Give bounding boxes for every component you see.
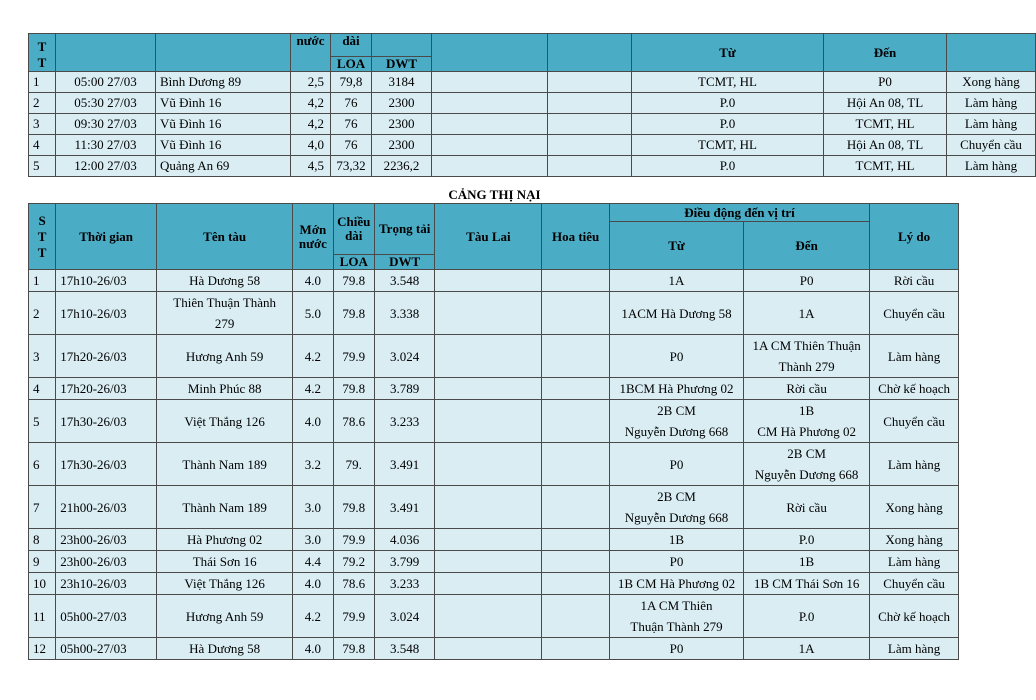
row-ship-name: Vũ Đình 16 xyxy=(156,135,291,156)
row-from: 1A xyxy=(609,270,743,292)
row-loa: 76 xyxy=(331,114,372,135)
table-row xyxy=(29,114,1036,135)
row-stt: 11 xyxy=(29,595,56,638)
header-from: Từ xyxy=(632,34,824,72)
row-stt: 3 xyxy=(29,335,56,378)
header-loa: LOA xyxy=(333,255,374,270)
header-to: Đến xyxy=(824,34,947,72)
row-tug xyxy=(432,156,548,177)
header-length: dài xyxy=(331,34,372,57)
row-dwt: 3.548 xyxy=(374,638,435,660)
row-reason: Chuyển cầu xyxy=(870,292,959,335)
row-tug xyxy=(432,135,548,156)
row-ship-name: Quảng An 69 xyxy=(156,156,291,177)
header-draft: nước xyxy=(291,34,331,72)
row-time: 23h00-26/03 xyxy=(56,551,157,573)
table-row xyxy=(29,156,1036,177)
row-to: Rời cầu xyxy=(744,378,870,400)
row-time: 05h00-27/03 xyxy=(56,595,157,638)
row-reason: Xong hàng xyxy=(870,486,959,529)
row-time: 21h00-26/03 xyxy=(56,486,157,529)
header-pilot xyxy=(548,34,632,72)
row-stt: 9 xyxy=(29,551,56,573)
row-to: P.0 xyxy=(744,595,870,638)
row-pilot xyxy=(542,270,610,292)
row-from: P0 xyxy=(609,551,743,573)
header-time xyxy=(56,34,156,72)
row-from: 1B xyxy=(609,529,743,551)
row-to: P.0 xyxy=(744,529,870,551)
row-dwt: 3.024 xyxy=(374,335,435,378)
row-ship-name: Thành Nam 189 xyxy=(157,486,293,529)
row-time: 05h00-27/03 xyxy=(56,638,157,660)
row-dwt: 2236,2 xyxy=(372,156,432,177)
row-ship-name: Việt Thắng 126 xyxy=(157,573,293,595)
row-draft: 4,2 xyxy=(291,93,331,114)
row-pilot xyxy=(542,292,610,335)
row-stt: 4 xyxy=(29,135,56,156)
row-tug xyxy=(435,270,542,292)
row-time: 17h30-26/03 xyxy=(56,400,157,443)
table-row xyxy=(29,72,1036,93)
row-time: 17h20-26/03 xyxy=(56,335,157,378)
row-tug xyxy=(435,443,542,486)
row-loa: 76 xyxy=(331,135,372,156)
table-row xyxy=(29,551,959,573)
row-loa: 78.6 xyxy=(333,573,374,595)
row-ship-name: Thành Nam 189 xyxy=(157,443,293,486)
row-loa: 79.9 xyxy=(333,595,374,638)
table-row xyxy=(29,400,959,443)
row-pilot xyxy=(542,638,610,660)
row-ship-name: Hà Dương 58 xyxy=(157,638,293,660)
row-loa: 79.9 xyxy=(333,529,374,551)
row-stt: 5 xyxy=(29,156,56,177)
row-to: Rời cầu xyxy=(744,486,870,529)
table-row xyxy=(29,335,959,378)
row-from: 1A CM Thiên Thuận Thành 279 xyxy=(609,595,743,638)
row-stt: 3 xyxy=(29,114,56,135)
table-row xyxy=(29,270,959,292)
row-pilot xyxy=(548,72,632,93)
row-pilot xyxy=(542,378,610,400)
row-reason: Chuyển cầu xyxy=(870,573,959,595)
row-time: 17h10-26/03 xyxy=(56,270,157,292)
row-time: 17h10-26/03 xyxy=(56,292,157,335)
table-row xyxy=(29,443,959,486)
row-draft: 4.2 xyxy=(293,335,333,378)
table-row xyxy=(29,529,959,551)
row-stt: 2 xyxy=(29,93,56,114)
row-loa: 79.2 xyxy=(333,551,374,573)
row-tug xyxy=(432,72,548,93)
row-loa: 79.9 xyxy=(333,335,374,378)
row-dwt: 3.491 xyxy=(374,486,435,529)
row-pilot xyxy=(542,335,610,378)
header-dwt-top xyxy=(372,34,432,57)
row-stt: 4 xyxy=(29,378,56,400)
row-draft: 4.4 xyxy=(293,551,333,573)
header-time: Thời gian xyxy=(56,204,157,270)
table-row xyxy=(29,378,959,400)
row-dwt: 2300 xyxy=(372,135,432,156)
row-ship-name: Vũ Đình 16 xyxy=(156,93,291,114)
row-dwt: 2300 xyxy=(372,93,432,114)
row-to: Hội An 08, TL xyxy=(824,93,947,114)
row-draft: 2,5 xyxy=(291,72,331,93)
row-from: 2B CM Nguyễn Dương 668 xyxy=(609,486,743,529)
row-draft: 5.0 xyxy=(293,292,333,335)
row-reason: Chuyển cầu xyxy=(947,135,1036,156)
row-dwt: 3.233 xyxy=(374,573,435,595)
row-pilot xyxy=(542,595,610,638)
row-dwt: 3184 xyxy=(372,72,432,93)
row-ship-name: Việt Thắng 126 xyxy=(157,400,293,443)
row-tug xyxy=(435,292,542,335)
row-stt: 8 xyxy=(29,529,56,551)
row-draft: 4.2 xyxy=(293,378,333,400)
row-reason: Làm hàng xyxy=(870,638,959,660)
row-stt: 10 xyxy=(29,573,56,595)
row-time: 12:00 27/03 xyxy=(56,156,156,177)
row-stt: 7 xyxy=(29,486,56,529)
header-ship: Tên tàu xyxy=(157,204,293,270)
row-tug xyxy=(435,638,542,660)
header-dwt: DWT xyxy=(372,57,432,72)
row-loa: 79,8 xyxy=(331,72,372,93)
header-reason xyxy=(947,34,1036,72)
row-pilot xyxy=(542,529,610,551)
row-tug xyxy=(435,378,542,400)
header-dwt: DWT xyxy=(374,255,435,270)
row-draft: 4,2 xyxy=(291,114,331,135)
row-ship-name: Bình Dương 89 xyxy=(156,72,291,93)
row-tug xyxy=(435,551,542,573)
row-draft: 3.2 xyxy=(293,443,333,486)
row-to: 2B CM Nguyễn Dương 668 xyxy=(744,443,870,486)
row-reason: Làm hàng xyxy=(947,114,1036,135)
table-row xyxy=(29,135,1036,156)
row-pilot xyxy=(542,551,610,573)
row-to: Hội An 08, TL xyxy=(824,135,947,156)
header-stt: T T xyxy=(29,34,56,72)
thi-nai-port-table xyxy=(28,203,959,660)
row-tug xyxy=(432,114,548,135)
row-to: 1B xyxy=(744,551,870,573)
row-draft: 3.0 xyxy=(293,486,333,529)
table-row xyxy=(29,486,959,529)
row-reason: Làm hàng xyxy=(947,156,1036,177)
header-length: Chiều dài xyxy=(333,204,374,255)
row-dwt: 3.233 xyxy=(374,400,435,443)
table-row xyxy=(29,595,959,638)
row-tug xyxy=(435,486,542,529)
row-to: 1A CM Thiên Thuận Thành 279 xyxy=(744,335,870,378)
row-tug xyxy=(435,595,542,638)
row-time: 17h30-26/03 xyxy=(56,443,157,486)
row-ship-name: Vũ Đình 16 xyxy=(156,114,291,135)
row-loa: 73,32 xyxy=(331,156,372,177)
row-time: 23h10-26/03 xyxy=(56,573,157,595)
row-pilot xyxy=(542,400,610,443)
row-stt: 6 xyxy=(29,443,56,486)
table-row xyxy=(29,93,1036,114)
row-ship-name: Hà Dương 58 xyxy=(157,270,293,292)
row-tug xyxy=(435,529,542,551)
row-draft: 4.0 xyxy=(293,400,333,443)
row-from: 1BCM Hà Phương 02 xyxy=(609,378,743,400)
row-loa: 79. xyxy=(333,443,374,486)
row-time: 23h00-26/03 xyxy=(56,529,157,551)
row-dwt: 3.024 xyxy=(374,595,435,638)
row-to: 1B CM Thái Sơn 16 xyxy=(744,573,870,595)
row-pilot xyxy=(548,135,632,156)
row-loa: 76 xyxy=(331,93,372,114)
header-draft: Mớn nước xyxy=(293,204,333,270)
row-ship-name: Thái Sơn 16 xyxy=(157,551,293,573)
row-reason: Làm hàng xyxy=(870,551,959,573)
row-from: P.0 xyxy=(632,114,824,135)
row-to: P0 xyxy=(744,270,870,292)
row-draft: 4.0 xyxy=(293,573,333,595)
row-from: 1B CM Hà Phương 02 xyxy=(609,573,743,595)
row-pilot xyxy=(548,114,632,135)
header-dwt-top: Trọng tải xyxy=(374,204,435,255)
row-to: 1A xyxy=(744,292,870,335)
row-to: 1A xyxy=(744,638,870,660)
row-time: 05:30 27/03 xyxy=(56,93,156,114)
header-stt: S T T xyxy=(29,204,56,270)
row-loa: 79.8 xyxy=(333,270,374,292)
header-ship xyxy=(156,34,291,72)
row-reason: Xong hàng xyxy=(870,529,959,551)
row-from: P0 xyxy=(609,443,743,486)
row-loa: 78.6 xyxy=(333,400,374,443)
row-draft: 4,0 xyxy=(291,135,331,156)
row-stt: 2 xyxy=(29,292,56,335)
row-pilot xyxy=(542,486,610,529)
row-ship-name: Hà Phương 02 xyxy=(157,529,293,551)
section-title: CẢNG THỊ NẠI xyxy=(448,187,541,202)
row-tug xyxy=(435,573,542,595)
header-position: Điều động đến vị trí xyxy=(609,204,869,222)
row-time: 05:00 27/03 xyxy=(56,72,156,93)
vessel-movement-table-continued xyxy=(28,33,1036,177)
row-from: P0 xyxy=(609,335,743,378)
row-from: TCMT, HL xyxy=(632,135,824,156)
row-to: 1B CM Hà Phương 02 xyxy=(744,400,870,443)
row-reason: Chờ kế hoạch xyxy=(870,378,959,400)
row-dwt: 2300 xyxy=(372,114,432,135)
row-reason: Làm hàng xyxy=(870,443,959,486)
table-row xyxy=(29,573,959,595)
row-tug xyxy=(435,335,542,378)
row-ship-name: Hương Anh 59 xyxy=(157,335,293,378)
row-dwt: 3.799 xyxy=(374,551,435,573)
row-from: P.0 xyxy=(632,156,824,177)
row-from: TCMT, HL xyxy=(632,72,824,93)
row-from: P.0 xyxy=(632,93,824,114)
row-reason: Làm hàng xyxy=(870,335,959,378)
row-reason: Chờ kế hoạch xyxy=(870,595,959,638)
row-from: 1ACM Hà Dương 58 xyxy=(609,292,743,335)
row-pilot xyxy=(548,93,632,114)
table-row xyxy=(29,638,959,660)
row-dwt: 3.789 xyxy=(374,378,435,400)
row-tug xyxy=(432,93,548,114)
row-stt: 1 xyxy=(29,270,56,292)
header-from: Từ xyxy=(609,222,743,270)
header-reason: Lý do xyxy=(870,204,959,270)
row-dwt: 3.491 xyxy=(374,443,435,486)
row-reason: Rời cầu xyxy=(870,270,959,292)
row-reason: Làm hàng xyxy=(947,93,1036,114)
row-time: 11:30 27/03 xyxy=(56,135,156,156)
row-draft: 4.0 xyxy=(293,638,333,660)
header-pilot: Hoa tiêu xyxy=(542,204,610,270)
row-ship-name: Minh Phúc 88 xyxy=(157,378,293,400)
row-dwt: 4.036 xyxy=(374,529,435,551)
row-pilot xyxy=(542,443,610,486)
row-from: P0 xyxy=(609,638,743,660)
row-draft: 4,5 xyxy=(291,156,331,177)
row-reason: Xong hàng xyxy=(947,72,1036,93)
row-to: TCMT, HL xyxy=(824,156,947,177)
row-time: 09:30 27/03 xyxy=(56,114,156,135)
row-dwt: 3.548 xyxy=(374,270,435,292)
row-stt: 1 xyxy=(29,72,56,93)
row-reason: Chuyển cầu xyxy=(870,400,959,443)
row-stt: 5 xyxy=(29,400,56,443)
table-row xyxy=(29,292,959,335)
row-loa: 79.8 xyxy=(333,486,374,529)
row-pilot xyxy=(542,573,610,595)
row-tug xyxy=(435,400,542,443)
row-time: 17h20-26/03 xyxy=(56,378,157,400)
row-draft: 4.2 xyxy=(293,595,333,638)
row-ship-name: Thiên Thuận Thành 279 xyxy=(157,292,293,335)
row-to: P0 xyxy=(824,72,947,93)
row-pilot xyxy=(548,156,632,177)
header-to: Đến xyxy=(744,222,870,270)
row-from: 2B CM Nguyễn Dương 668 xyxy=(609,400,743,443)
row-loa: 79.8 xyxy=(333,638,374,660)
row-loa: 79.8 xyxy=(333,292,374,335)
row-loa: 79.8 xyxy=(333,378,374,400)
row-to: TCMT, HL xyxy=(824,114,947,135)
row-draft: 4.0 xyxy=(293,270,333,292)
header-loa: LOA xyxy=(331,57,372,72)
header-tug: Tàu Lai xyxy=(435,204,542,270)
row-dwt: 3.338 xyxy=(374,292,435,335)
row-stt: 12 xyxy=(29,638,56,660)
row-ship-name: Hương Anh 59 xyxy=(157,595,293,638)
row-draft: 3.0 xyxy=(293,529,333,551)
header-tug xyxy=(432,34,548,72)
